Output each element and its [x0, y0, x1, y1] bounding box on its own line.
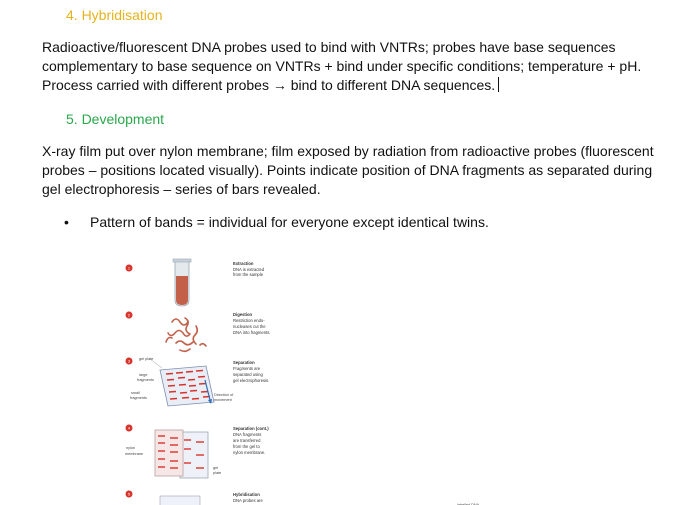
- hybridisation-icon: [160, 496, 200, 505]
- large-fragments-label-2: fragments: [137, 378, 154, 382]
- gel-plate-label: gel plate: [139, 357, 154, 361]
- large-fragments-label-1: large: [139, 373, 148, 377]
- step-1-title: Extraction: [233, 261, 254, 266]
- step-2-title: Digestion: [233, 312, 253, 317]
- step-4-line-3: from the gel to: [233, 444, 260, 449]
- section-5-body: X-ray film put over nylon membrane; film exposed by radiation from radioactive probes (fluorescent probes – positions located visually). Points indicate position of DNA fragments as separated during gel electrophoresis – series of bars revealed.: [42, 143, 654, 197]
- svg-text:2: 2: [127, 312, 131, 318]
- step-4-title: Separation (cont.): [233, 426, 269, 431]
- svg-text:1: 1: [127, 265, 131, 271]
- svg-text:5: 5: [127, 491, 131, 497]
- svg-text:4: 4: [127, 425, 131, 431]
- nylon-membrane-label-2: membrane: [125, 452, 144, 456]
- direction-label-2: movement: [214, 398, 232, 402]
- small-fragments-label-1: small: [131, 391, 140, 395]
- step-2-line-3: DNA into fragments.: [233, 330, 271, 335]
- step-3-title: Separation: [233, 360, 255, 365]
- test-tube-icon: [173, 259, 191, 306]
- step-2-line-1: Restriction endo-: [233, 318, 265, 323]
- nylon-membrane-label-1: nylon: [126, 446, 136, 450]
- step-5-marker: [126, 491, 133, 498]
- section-4-heading: 4. Hybridisation: [66, 7, 163, 23]
- gel-plate-2-label-1: gel: [213, 466, 219, 470]
- step-5-title: Hybridisation: [233, 492, 260, 497]
- gel-plate-2-label-2: plate: [213, 471, 222, 475]
- step-3-line-2: separated using: [233, 372, 263, 377]
- step-1-marker: [126, 265, 133, 272]
- partial-label: labelled DNA: [457, 503, 480, 505]
- section-5-heading: 5. Development: [66, 111, 165, 127]
- step-3-line-3: gel electrophoresis.: [233, 378, 270, 383]
- section-4-text: Radioactive/fluorescent DNA probes used to bind with VNTRs; probes have base sequences complementary to base sequence on VNTRs + bind under specific conditions; temperature + pH. Process carried with different probes → bind to different DNA sequences.: [42, 39, 642, 93]
- bullet-text: Pattern of bands = individual for everyone except identical twins.: [90, 214, 489, 230]
- step-1-line-2: from the sample: [233, 272, 264, 277]
- step-1-line-1: DNA is extracted: [233, 267, 265, 272]
- step-3-marker: [126, 358, 133, 365]
- step-3-line-1: Fragments are: [233, 366, 261, 371]
- step-4-marker: [126, 425, 133, 432]
- step-4-line-1: DNA fragments: [233, 432, 262, 437]
- small-fragments-label-2: fragments: [130, 396, 147, 400]
- bullet-icon: •: [64, 214, 69, 230]
- dna-fragments-icon: [166, 318, 206, 351]
- nylon-membrane-icon: [155, 430, 208, 478]
- step-2-marker: [126, 312, 133, 319]
- step-5-line-1: DNA probes are: [233, 498, 263, 503]
- step-4-line-4: nylon membrane.: [233, 450, 266, 455]
- direction-label-1: Direction of: [214, 393, 234, 397]
- gel-plate-icon: [160, 366, 214, 406]
- svg-text:3: 3: [127, 358, 131, 364]
- step-2-line-2: nucleases cut the: [233, 324, 266, 329]
- step-4-line-2: are transferred: [233, 438, 261, 443]
